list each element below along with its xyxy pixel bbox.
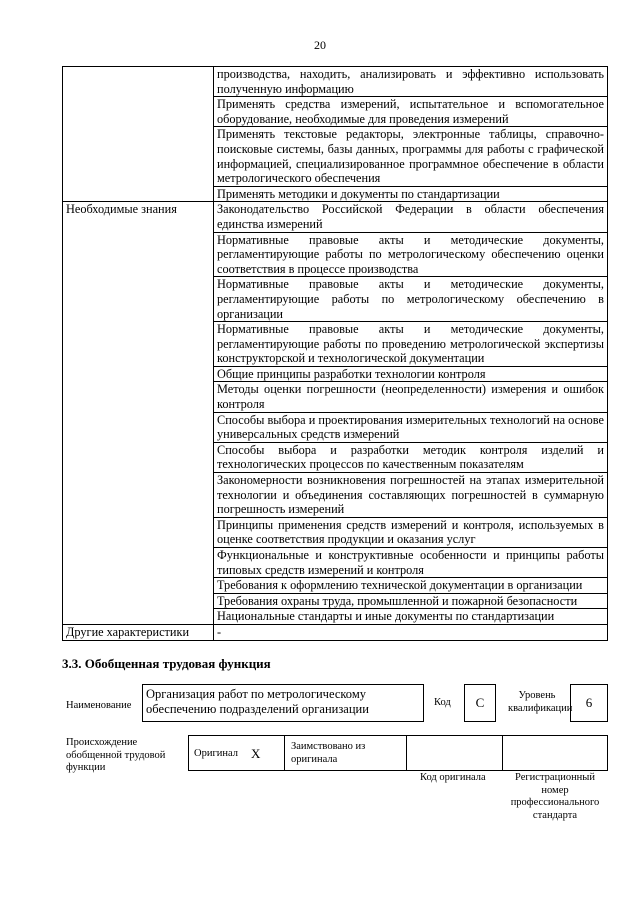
row-item: Общие принципы разработки технологии контроля xyxy=(214,366,608,382)
code-label: Код xyxy=(434,697,451,708)
row-item: Методы оценки погрешности (неопределенности) измерения и ошибок контроля xyxy=(214,382,608,412)
code-value: C xyxy=(464,684,496,722)
row-item: Нормативные правовые акты и методические документы, регламентирующие работы по метрологическому обеспечению оценки соответствия в процессе производства xyxy=(214,232,608,277)
row-item: Национальные стандарты и иные документы по стандартизации xyxy=(214,609,608,625)
row-item: Требования охраны труда, промышленной и пожарной безопасности xyxy=(214,593,608,609)
row-label: Другие характеристики xyxy=(63,624,214,640)
section-title: 3.3. Обобщенная трудовая функция xyxy=(62,656,271,671)
origin-divider-1 xyxy=(284,735,285,771)
name-label: Наименование xyxy=(66,700,132,711)
origin-label: Происхождение обобщенной трудовой функции xyxy=(66,737,166,773)
row-item: Применять текстовые редакторы, электронные таблицы, справочно-поисковые системы, базы данных, программы для работы с графической информацией, специализированное программное обеспечение в области метрологического обеспечения xyxy=(214,127,608,186)
level-value: 6 xyxy=(570,684,608,722)
original-label: Оригинал xyxy=(194,748,238,759)
table-row xyxy=(63,202,608,232)
table-row xyxy=(63,67,608,97)
row-item: Применять методики и документы по стандартизации xyxy=(214,186,608,202)
row-label xyxy=(63,67,214,202)
original-mark: X xyxy=(251,746,261,761)
row-item: Функциональные и конструктивные особенности и принципы работы типовых средств измерений и контроля xyxy=(214,548,608,578)
row-item: Применять средства измерений, испытательное и вспомогательное оборудование, необходимые для проведения измерений xyxy=(214,97,608,127)
row-item: - xyxy=(214,624,608,640)
level-label: Уровень квалификации xyxy=(508,690,573,714)
page-number: 20 xyxy=(314,38,326,52)
row-item: Закономерности возникновения погрешностей на этапах измерительной технологии и объединения составляющих погрешностей в суммарную погрешность измерений xyxy=(214,473,608,518)
row-item: Законодательство Российской Федерации в области обеспечения единства измерений xyxy=(214,202,608,232)
row-item: Способы выбора и проектирования измерительных технологий на основе универсальных средств измерений xyxy=(214,412,608,442)
origin-divider-2 xyxy=(406,735,407,771)
row-label: Необходимые знания xyxy=(63,202,214,625)
requirements-table xyxy=(62,66,608,641)
row-item: Требования к оформлению технической документации в организации xyxy=(214,578,608,594)
row-item: Принципы применения средств измерений и контроля, используемых в оценке соответствия продукции и оказания услуг xyxy=(214,517,608,547)
reg-number-caption: Регистрационный номер профессионального стандарта xyxy=(510,772,600,821)
code-original-caption: Код оригинала xyxy=(420,772,486,783)
name-value: Организация работ по метрологическому обеспечению подразделений организации xyxy=(146,687,369,716)
borrowed-label: Заимствовано из оригинала xyxy=(291,741,366,765)
row-item: Нормативные правовые акты и методические документы, регламентирующие работы по метрологическому обеспечению в организации xyxy=(214,277,608,322)
row-item: производства, находить, анализировать и эффективно использовать полученную информацию xyxy=(214,67,608,97)
table-row xyxy=(63,624,608,640)
origin-divider-3 xyxy=(502,735,503,771)
name-box xyxy=(142,684,424,722)
row-item: Нормативные правовые акты и методические документы, регламентирующие работы по проведению метрологической экспертизы конструкторской и технологической документации xyxy=(214,322,608,367)
row-item: Способы выбора и разработки методик контроля изделий и технологических процессов по качественным показателям xyxy=(214,442,608,472)
